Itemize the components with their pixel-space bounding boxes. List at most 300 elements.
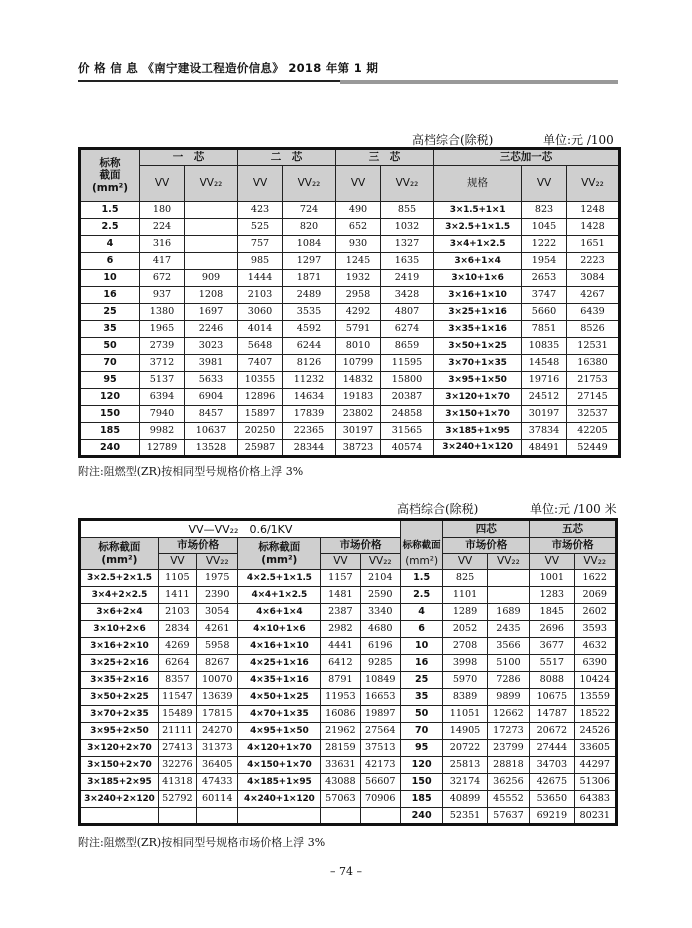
cable-price-table-2	[78, 518, 618, 826]
col-header-vv: VV	[522, 166, 567, 202]
table-cell: 33605	[574, 740, 616, 757]
table-cell: 24526	[574, 723, 616, 740]
table-cell: 5517	[530, 655, 574, 672]
table-cell: 2489	[283, 287, 336, 304]
table-cell: 15489	[158, 706, 196, 723]
table-cell: 43088	[321, 774, 360, 791]
table-cell: 70	[80, 355, 140, 372]
table-cell	[487, 570, 529, 587]
table-cell: 1001	[530, 570, 574, 587]
table-cell: 2.5	[80, 219, 140, 236]
table-cell: 17273	[487, 723, 529, 740]
table-cell: 32174	[443, 774, 487, 791]
table-cell: 57063	[321, 791, 360, 808]
group-header-four-core: 四芯	[443, 520, 530, 538]
table-row	[80, 321, 620, 338]
table-cell: 50	[400, 706, 442, 723]
table-cell: 14905	[443, 723, 487, 740]
table-cell: 1045	[522, 219, 567, 236]
table-cell: 3×4+1×2.5	[434, 236, 522, 253]
table-cell: 5648	[238, 338, 283, 355]
table-row	[80, 638, 617, 655]
table-cell: 2435	[487, 621, 529, 638]
table-cell: 1297	[283, 253, 336, 270]
table-cell: 25	[80, 304, 140, 321]
table-cell: 6196	[360, 638, 400, 655]
table-row	[80, 338, 620, 355]
col-header-market-price: 市场价格	[321, 538, 401, 554]
table-cell: 4×150+1×70	[238, 757, 321, 774]
table-cell: 1245	[336, 253, 381, 270]
table-cell: 2.5	[400, 587, 442, 604]
col-header-vv: VV	[336, 166, 381, 202]
table-cell: 10675	[530, 689, 574, 706]
table-cell: 21111	[158, 723, 196, 740]
table-cell: 6439	[567, 304, 620, 321]
table-cell: 909	[185, 270, 238, 287]
table-cell: 672	[140, 270, 185, 287]
table-cell	[321, 808, 360, 825]
table-cell: 4×25+1×16	[238, 655, 321, 672]
table-cell: 120	[80, 389, 140, 406]
table-cell: 38723	[336, 440, 381, 457]
table-cell: 3×70+2×35	[80, 706, 159, 723]
table-cell: 1954	[522, 253, 567, 270]
table-cell: 3×150+1×70	[434, 406, 522, 423]
table-cell: 3×35+2×16	[80, 672, 159, 689]
table-row	[80, 808, 617, 825]
table-cell: 10355	[238, 372, 283, 389]
table-cell: 823	[522, 202, 567, 219]
table-cell: 2653	[522, 270, 567, 287]
table2-caption-left: 高档综合(除税)	[397, 502, 479, 516]
table-cell: 2590	[360, 587, 400, 604]
table-row	[80, 236, 620, 253]
table-cell: 3×185+1×95	[434, 423, 522, 440]
table-cell: 12662	[487, 706, 529, 723]
table-cell: 53650	[530, 791, 574, 808]
table-cell: 14548	[522, 355, 567, 372]
table-cell: 9899	[487, 689, 529, 706]
table-row	[80, 304, 620, 321]
table-row	[80, 689, 617, 706]
col-header-section: 标称 截面 (mm²)	[80, 149, 140, 202]
table-cell: 37834	[522, 423, 567, 440]
table-cell: 8791	[321, 672, 360, 689]
table-cell: 4441	[321, 638, 360, 655]
table-cell: 70	[400, 723, 442, 740]
table-cell: 150	[400, 774, 442, 791]
table-cell: 5100	[487, 655, 529, 672]
table-cell: 1327	[381, 236, 434, 253]
table-row	[80, 570, 617, 587]
table1-caption-left: 高档综合(除税)	[412, 133, 494, 147]
table-cell: 1084	[283, 236, 336, 253]
group-header-five-core: 五芯	[530, 520, 617, 538]
table-cell: 3×16+1×10	[434, 287, 522, 304]
table-cell: 1101	[443, 587, 487, 604]
table-cell: 4×120+1×70	[238, 740, 321, 757]
table-cell: 30197	[336, 423, 381, 440]
table-cell: 8357	[158, 672, 196, 689]
table-row	[80, 423, 620, 440]
table-row	[80, 706, 617, 723]
table-cell: 1380	[140, 304, 185, 321]
table-cell: 12789	[140, 440, 185, 457]
table-cell: 52792	[158, 791, 196, 808]
table-cell: 1428	[567, 219, 620, 236]
table-cell: 12896	[238, 389, 283, 406]
col-header-vv22: VV₂₂	[574, 554, 616, 570]
table-cell: 5958	[197, 638, 238, 655]
table-cell: 2739	[140, 338, 185, 355]
table-cell: 4×50+1×25	[238, 689, 321, 706]
table-cell: 6394	[140, 389, 185, 406]
table-cell: 4014	[238, 321, 283, 338]
table-cell: 28344	[283, 440, 336, 457]
table-cell: 3×35+1×16	[434, 321, 522, 338]
table-cell: 3×10+1×6	[434, 270, 522, 287]
table-cell: 3023	[185, 338, 238, 355]
table-cell: 3084	[567, 270, 620, 287]
table-cell: 27413	[158, 740, 196, 757]
table-cell: 2390	[197, 587, 238, 604]
table-cell	[360, 808, 400, 825]
table-cell: 3981	[185, 355, 238, 372]
table-cell: 3×120+2×70	[80, 740, 159, 757]
table-cell: 1871	[283, 270, 336, 287]
table-cell: 10424	[574, 672, 616, 689]
table-cell: 4×6+1×4	[238, 604, 321, 621]
table-cell: 42173	[360, 757, 400, 774]
table-cell: 16086	[321, 706, 360, 723]
table-cell: 3060	[238, 304, 283, 321]
table-cell: 20722	[443, 740, 487, 757]
table-cell: 1411	[158, 587, 196, 604]
col-header-vv: VV	[158, 554, 196, 570]
table-cell: 7851	[522, 321, 567, 338]
table-cell: 16	[400, 655, 442, 672]
table-cell: 224	[140, 219, 185, 236]
table-cell: 4269	[158, 638, 196, 655]
table-row	[80, 621, 617, 638]
table-cell: 5970	[443, 672, 487, 689]
table-cell: 33631	[321, 757, 360, 774]
table-cell: 7940	[140, 406, 185, 423]
col-header-vv22: VV₂₂	[360, 554, 400, 570]
table-cell: 240	[400, 808, 442, 825]
cable-price-table-1	[78, 147, 621, 458]
header-bar	[340, 80, 618, 84]
table-cell: 417	[140, 253, 185, 270]
table-cell: 16	[80, 287, 140, 304]
table-cell: 2052	[443, 621, 487, 638]
table-cell: 240	[80, 440, 140, 457]
table-cell: 40899	[443, 791, 487, 808]
table-cell: 36256	[487, 774, 529, 791]
table-cell: 23802	[336, 406, 381, 423]
table-cell: 35	[400, 689, 442, 706]
table-cell: 30197	[522, 406, 567, 423]
table-cell: 4×95+1×50	[238, 723, 321, 740]
table-row	[80, 372, 620, 389]
col-header-vv22: VV₂₂	[283, 166, 336, 202]
table-cell: 52449	[567, 440, 620, 457]
table-cell: 4807	[381, 304, 434, 321]
table-cell: 44297	[574, 757, 616, 774]
table-cell: 3428	[381, 287, 434, 304]
table-cell: 14832	[336, 372, 381, 389]
table-cell: 10	[400, 638, 442, 655]
table-cell: 3×50+2×25	[80, 689, 159, 706]
table-cell: 3×95+1×50	[434, 372, 522, 389]
table-cell: 5791	[336, 321, 381, 338]
table-cell: 8389	[443, 689, 487, 706]
col-header-market-price: 市场价格	[530, 538, 617, 554]
table-cell: 16380	[567, 355, 620, 372]
table-cell: 19716	[522, 372, 567, 389]
table-cell: 9285	[360, 655, 400, 672]
table-cell: 4267	[567, 287, 620, 304]
table-cell: 10835	[522, 338, 567, 355]
table-cell: 1222	[522, 236, 567, 253]
table-cell: 1444	[238, 270, 283, 287]
table-cell: 36405	[197, 757, 238, 774]
table-cell: 8526	[567, 321, 620, 338]
table2-note: 附注:阻燃型(ZR)按相同型号规格市场价格上浮 3%	[78, 836, 326, 849]
table-cell: 4	[80, 236, 140, 253]
table-cell: 4×240+1×120	[238, 791, 321, 808]
table-cell: 3×95+2×50	[80, 723, 159, 740]
table-cell: 95	[80, 372, 140, 389]
table-cell: 4292	[336, 304, 381, 321]
table-cell: 8457	[185, 406, 238, 423]
col-header-section: 标称截面 (mm²)	[238, 538, 321, 570]
table-cell: 3×10+2×6	[80, 621, 159, 638]
table-cell: 21962	[321, 723, 360, 740]
table2-title: VV—VV₂₂ 0.6/1KV	[80, 520, 401, 538]
table-cell: 42675	[530, 774, 574, 791]
table-cell: 28159	[321, 740, 360, 757]
table-cell: 2696	[530, 621, 574, 638]
table-cell: 1283	[530, 587, 574, 604]
table-cell: 1689	[487, 604, 529, 621]
table-row	[80, 604, 617, 621]
table-cell: 14787	[530, 706, 574, 723]
page-number: – 74 –	[330, 865, 362, 878]
table-cell: 2834	[158, 621, 196, 638]
table-row	[80, 740, 617, 757]
table-cell	[158, 808, 196, 825]
table-cell: 52351	[443, 808, 487, 825]
table-cell: 6412	[321, 655, 360, 672]
table-cell: 4×70+1×35	[238, 706, 321, 723]
table-cell: 1032	[381, 219, 434, 236]
group-header-three-plus-one: 三芯加一芯	[434, 149, 620, 166]
col-header-market-price: 市场价格	[443, 538, 530, 554]
table-cell: 11051	[443, 706, 487, 723]
table-cell: 4680	[360, 621, 400, 638]
table-cell: 25	[400, 672, 442, 689]
table-cell: 652	[336, 219, 381, 236]
table-cell: 2103	[158, 604, 196, 621]
table-cell: 10799	[336, 355, 381, 372]
table-cell: 11547	[158, 689, 196, 706]
table-cell: 51306	[574, 774, 616, 791]
table-cell	[185, 219, 238, 236]
col-header-spec: 规格	[434, 166, 522, 202]
table-cell: 12531	[567, 338, 620, 355]
table-cell: 11595	[381, 355, 434, 372]
table-cell: 4	[400, 604, 442, 621]
table-cell: 15800	[381, 372, 434, 389]
table-cell: 19183	[336, 389, 381, 406]
table-cell: 8126	[283, 355, 336, 372]
table-row	[80, 270, 620, 287]
table-cell: 6904	[185, 389, 238, 406]
table-cell: 23799	[487, 740, 529, 757]
table-cell: 423	[238, 202, 283, 219]
table-cell: 27145	[567, 389, 620, 406]
table-cell: 48491	[522, 440, 567, 457]
table-cell: 855	[381, 202, 434, 219]
table-cell: 3×50+1×25	[434, 338, 522, 355]
table-cell: 2708	[443, 638, 487, 655]
table1-caption-right: 单位:元 /100	[543, 133, 614, 147]
table-cell: 490	[336, 202, 381, 219]
table-cell: 5633	[185, 372, 238, 389]
table-cell: 985	[238, 253, 283, 270]
table-cell: 1.5	[80, 202, 140, 219]
table-cell: 2069	[574, 587, 616, 604]
table-cell: 11232	[283, 372, 336, 389]
table-cell: 24270	[197, 723, 238, 740]
table-cell: 41318	[158, 774, 196, 791]
table-cell: 13528	[185, 440, 238, 457]
table-cell: 8088	[530, 672, 574, 689]
table-cell: 47433	[197, 774, 238, 791]
table-cell: 8010	[336, 338, 381, 355]
table-cell: 20250	[238, 423, 283, 440]
table-cell: 757	[238, 236, 283, 253]
table-cell: 22365	[283, 423, 336, 440]
table-cell: 3×2.5+1×1.5	[434, 219, 522, 236]
table-cell: 3×150+2×70	[80, 757, 159, 774]
table-row	[80, 202, 620, 219]
table-cell: 2103	[238, 287, 283, 304]
table-cell: 2419	[381, 270, 434, 287]
table-cell: 15897	[238, 406, 283, 423]
table-cell: 6390	[574, 655, 616, 672]
table-cell: 150	[80, 406, 140, 423]
table-cell: 937	[140, 287, 185, 304]
table-cell: 10	[80, 270, 140, 287]
table-cell: 2958	[336, 287, 381, 304]
table-cell: 1248	[567, 202, 620, 219]
table-row	[80, 655, 617, 672]
group-header-single-core: 一 芯	[140, 149, 238, 166]
table-cell: 820	[283, 219, 336, 236]
table-cell: 120	[400, 757, 442, 774]
table-cell: 180	[140, 202, 185, 219]
col-header-section: 标称截面 (mm²)	[80, 538, 159, 570]
table1-note: 附注:阻燃型(ZR)按相同型号规格价格上浮 3%	[78, 465, 304, 478]
table-row	[80, 355, 620, 372]
table-cell: 6	[400, 621, 442, 638]
col-header-vv22: VV₂₂	[185, 166, 238, 202]
table-cell: 3×2.5+2×1.5	[80, 570, 159, 587]
table-cell: 35	[80, 321, 140, 338]
table-cell: 1845	[530, 604, 574, 621]
table-cell: 3×70+1×35	[434, 355, 522, 372]
table-cell: 930	[336, 236, 381, 253]
col-header-vv: VV	[443, 554, 487, 570]
table-cell: 18522	[574, 706, 616, 723]
table-cell: 1157	[321, 570, 360, 587]
table-cell: 3747	[522, 287, 567, 304]
table-cell: 1975	[197, 570, 238, 587]
table-cell: 57637	[487, 808, 529, 825]
table-cell: 3×16+2×10	[80, 638, 159, 655]
table-cell: 8267	[197, 655, 238, 672]
table-cell: 10637	[185, 423, 238, 440]
table-cell: 13639	[197, 689, 238, 706]
table-cell: 69219	[530, 808, 574, 825]
table-cell: 6	[80, 253, 140, 270]
table-cell: 17815	[197, 706, 238, 723]
table-cell: 1481	[321, 587, 360, 604]
table-cell: 56607	[360, 774, 400, 791]
table-row	[80, 253, 620, 270]
page-header: 价 格 信 息 《南宁建设工程造价信息》 2018 年第 1 期	[78, 61, 379, 75]
table-cell: 27564	[360, 723, 400, 740]
table-cell: 2602	[574, 604, 616, 621]
table-cell: 24858	[381, 406, 434, 423]
table-row	[80, 440, 620, 457]
table-cell: 25987	[238, 440, 283, 457]
table-cell: 21753	[567, 372, 620, 389]
table-cell: 7407	[238, 355, 283, 372]
col-header-unit: (mm²)	[400, 554, 442, 570]
table-cell: 3×25+2×16	[80, 655, 159, 672]
table-cell: 185	[400, 791, 442, 808]
table-cell: 2387	[321, 604, 360, 621]
table-cell: 3×25+1×16	[434, 304, 522, 321]
table-cell	[238, 808, 321, 825]
table-cell: 32537	[567, 406, 620, 423]
table-row	[80, 406, 620, 423]
table-cell: 825	[443, 570, 487, 587]
table-cell	[80, 808, 159, 825]
col-header-vv: VV	[238, 166, 283, 202]
table-cell: 16653	[360, 689, 400, 706]
table-row	[80, 219, 620, 236]
table-cell: 1622	[574, 570, 616, 587]
table-cell: 316	[140, 236, 185, 253]
table-cell: 6274	[381, 321, 434, 338]
col-header-vv: VV	[140, 166, 185, 202]
table-cell: 1697	[185, 304, 238, 321]
table-cell: 3×6+2×4	[80, 604, 159, 621]
table-cell: 5660	[522, 304, 567, 321]
table-row	[80, 757, 617, 774]
col-header-vv22: VV₂₂	[381, 166, 434, 202]
table-row	[80, 672, 617, 689]
table-cell: 3×240+2×120	[80, 791, 159, 808]
table-cell: 7286	[487, 672, 529, 689]
table-cell: 3×1.5+1×1	[434, 202, 522, 219]
table-cell: 10070	[197, 672, 238, 689]
